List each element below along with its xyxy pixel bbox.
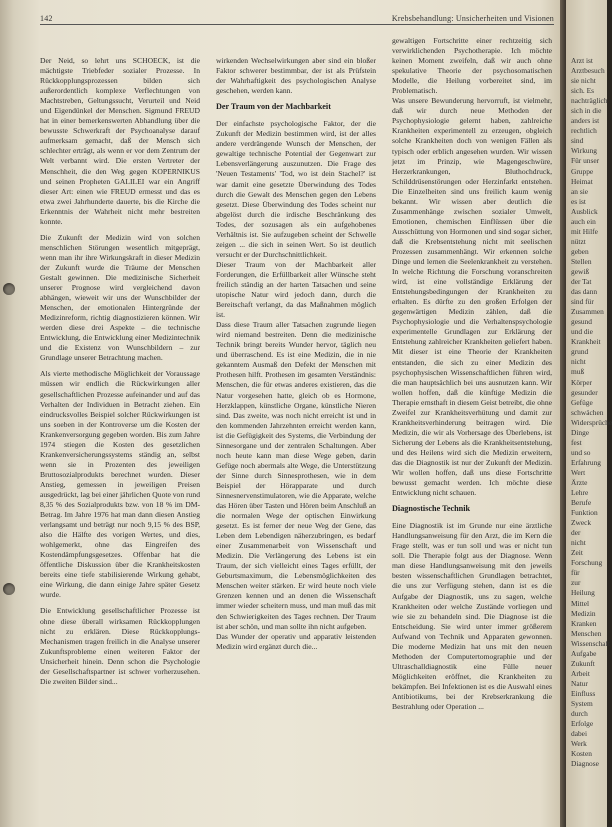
- facing-page-line: Berufe: [571, 498, 592, 508]
- facing-page-line: fest: [571, 437, 582, 447]
- facing-page-line: Aufgabe: [571, 648, 597, 658]
- facing-page-text: [566, 0, 612, 769]
- facing-page-line: durch: [571, 709, 588, 719]
- facing-page-line: Dinge: [571, 427, 590, 437]
- facing-page-line: Gefüge: [571, 397, 593, 407]
- facing-page-line: muß: [571, 367, 585, 377]
- facing-page-line: Zusammen: [571, 307, 604, 317]
- paragraph: Die Zukunft der Medizin wird von solchen menschlichen Störungen wesentlich mitgeprägt, wenn man ihr ihre Wirkungskraft in dieser Medizin der Zukunft wurde die Träume der Menschen Gestalt gewinnen. Die medizinische Sicherheit unserer Prognose wird vergleichend davon abhängen, wieweit wir uns der Wunschbilder der Menschen, der emotionalen Hintergründe der Medizinreform, richtig diagnostizieren können. Wir werden diese drei Aspekte – die technische Entwicklung, die Entwicklung einer Medizintechnik und die Existenz von Wunschbildern – zur Grundlage unserer Betrachtung machen.: [40, 232, 200, 363]
- paragraph: Die Entwicklung gesellschaftlicher Prozesse ist ohne diese überall wirksamen Rückkopplungen nicht zu erklären. Diese Rückkopplungs-Mechanismen tragen freilich in die Analyse unserer Zukunftsprobleme einen weiteren Faktor der Unsicherheit hinein. Denn schon die Psychologie der Gesellschaftspartner ist schwer vorherzusehen. Die zweiten Bilder sind...: [40, 606, 200, 686]
- facing-page-line: gesund: [571, 317, 592, 327]
- facing-page-line: nicht: [571, 357, 586, 367]
- facing-page-line: Funktion: [571, 508, 598, 518]
- facing-page-line: rechtlich: [571, 126, 597, 136]
- facing-page-line: der: [571, 528, 581, 538]
- facing-page-line: Erfolge: [571, 719, 594, 729]
- facing-page-edge: [566, 0, 612, 827]
- facing-page-line: Stellen: [571, 256, 592, 266]
- facing-page-line: Arbeit: [571, 668, 590, 678]
- facing-page-line: nützt: [571, 236, 586, 246]
- paragraph: Was unsere Bewunderung hervorruft, ist vielmehr, daß wir durch neue Methoden der Psychophysiologie gelernt haben, zahlreiche Krankheiten experimentell zu erzeugen, obgleich solche Krankheiten doch von wenigen Fällen als typisch oder erblich angesehen wurden. Wir wissen jetzt im Prinzip, wie Magengeschwüre, Herzerkrankungen, Bluthochdruck, Schilddrüsenstörungen oder Herzinfarkt entstehen. Die Einzelheiten sind uns freilich kaum wenig bekannt. Wir wissen aber deutlich die Zusammenhänge zwischen sozialer Umwelt, Emotionen, chemischen Einflüssen über die Ausschüttung von Hormonen und sind sogar sicher, daß die Krebsentstehung nicht mit seelischen Prozessen zusammenhängt. Wir erkennen solche Dinge und lernen die Seelenkrankheit zu verstehen. In welche Richtung die Forschung voranschreiten wird, ist eine vollständige Erklärung der Entstehungsbedingungen der Krankheiten zu erhalten. Es dürfte zu den großen Erfolgen der gegenwärtigen Medizin zählen, daß die Psychophysiologie und die Verhaltenspsychologie experimentelle Grundlagen zur Erklärung der Entstehung zahlreicher Krankheiten geliefert haben. Mit dieser ist eine Theorie der Krankheiten entstanden, die sich zu einer Medizin des psychophysischen Wissenschaftlichen führen wird, die man hauptsächlich bei uns ausnutzen kann. Wir wollen hoffen, daß die künftige Medizin die Therapie ernsthaft in diesem Geist betreibt, die ohne Zweifel zur Krankheitsverhütung und damit zur Krankheitsverhinderung beitragen wird. Die Medizin, die wir als Vorhersage des Überlebens, ist Sicherung der Lebens als die Krankheitsentstehung, und des Heilens wird sich die Medizin erweitern, das die Diagnostik ist nur der Zukunft der Medizin. Wir wollen hoffen, daß uns diese Fortschritte bewusst gemacht werden. Ich möchte diese Entwicklung nicht schauen.: [392, 96, 552, 498]
- facing-page-line: Kranken: [571, 618, 597, 628]
- facing-page-line: schwächen: [571, 407, 604, 417]
- facing-page-line: geben: [571, 246, 589, 256]
- facing-page-line: Heimat: [571, 176, 593, 186]
- facing-page-line: das dann: [571, 287, 598, 297]
- facing-page-line: für: [571, 568, 580, 578]
- facing-page-line: Mittel: [571, 598, 590, 608]
- facing-page-line: anders ist: [571, 116, 600, 126]
- paragraph: Dass diese Traum aller Tatsachen zugrunde liegen wird niemand bestreiten. Denn die medizinische Technik bringt bereits Wunder hervor, täglich neu und überraschend. Es ist eine Medizin, die in nie gekanntem Ausmaß den Defekt der Menschen mit Prothesen hilft. Prothesen im gesamten Verständnis: Menschen, die für etwas anderes existieren, das die Natur vorgesehen hatte, gleich ob es Hormone, Herzklappen, künstliche Organe, künstliche Nieren sind. Das zweite, was noch nicht erreicht ist und in den kommenden Jahrzehnten erreicht werden kann, ist die Gefügigkeit des Systems, die Verbindung der Sinnesorgane und der zentralen Schaltungen. Aber noch heute kann man diese Wege geben, darin Gefüge noch abermals alte Wege, die Unterstützung der Sinne durch Sinnesprothesen, wie in dem Beispiel der Hörapparate und durch Sinnesnervenstimulatoren, wie die Apparate, welche das Hören über Tasten und Hören beim Anschluß an die normalen Wege der optischen Einwirkung gesetzt. Es ist ferner der neue Weg der Gene, das Leben dem Lebendigen näherzubringen, es bedarf einer Zusammenarbeit von Wissenschaft und Medizin. Die Verlängerung des Lebens ist ein Traum, der sich vielleicht eines Tages erfüllt, der Geburtsmaximum, die Lebensmöglichkeiten des Menschen weiter stärken. Er wird heute noch viele Grenzen kennen und an denen die Wissenschaft immer wieder scheitern muss, und man muß das mit den Schwierigkeiten des Tages rechnen. Der Traum ist aber schön, und man sollte ihn nicht aufgeben.: [216, 320, 376, 631]
- section-heading: Diagnostische Technik: [392, 504, 471, 514]
- facing-page-line: dabei: [571, 729, 588, 739]
- facing-page-line: Kosten: [571, 749, 592, 759]
- paragraph: gewaltigen Fortschritte einer rechtzeitig sich verwirklichenden Psychotherapie. Ich möchte keinen Moment zweifeln, daß wir auch ohne spekulative Theorie der psychosomatischen Modelle, die Heilung vorbereitet sind, im Problematisch.: [392, 36, 552, 96]
- facing-page-line: grund: [571, 347, 589, 357]
- page-number: 142: [40, 14, 53, 23]
- paragraph: wirkenden Wechselwirkungen aber sind ein bloßer Faktor schwerer bestimmbar, der ist als Prüfstein der Wahrhaftigkeit des psychologischen Analyse geschehen, werden kann.: [216, 56, 376, 96]
- facing-page-line: Forschung: [571, 558, 603, 568]
- facing-page-line: Gruppe: [571, 166, 594, 176]
- facing-page-line: an sie: [571, 186, 589, 196]
- text-column-3: [392, 36, 552, 712]
- paragraph: Dieser Traum von der Machbarkeit aller Forderungen, die Erfüllbarkeit aller Wünsche steht freilich ständig an der harten Tatsachen und seine utopische Natur wird jedoch dann, durch die Bereitschaft verlangt, da das Maßnahmen möglich ist.: [216, 259, 376, 320]
- binder-hole-icon: [3, 283, 15, 295]
- facing-page-line: nachträglich: [571, 96, 608, 106]
- facing-page-line: Zweck: [571, 518, 592, 528]
- facing-page-line: Diagnose: [571, 759, 599, 769]
- facing-page-line: Zeit: [571, 548, 583, 558]
- text-column-1: [40, 56, 200, 687]
- facing-page-line: Einfluss: [571, 688, 596, 698]
- facing-page-line: Arztbesuch: [571, 66, 605, 76]
- paragraph: Das Wunder der operativ und apparativ leistenden Medizin wird ergänzt durch die...: [216, 631, 376, 651]
- facing-page-line: Körper: [571, 377, 592, 387]
- header-rule: [40, 24, 554, 25]
- paragraph: Der Neid, so lehrt uns SCHOECK, ist die mächtigste Triebfeder sozialer Prozesse. In Rückkopplungsprozessen bilden sich außerordentlich komplexe Verflechtungen von Machtstreben, Geltungssucht, Verurteil und Neid und Eigendünkel der Menschen. Sigmund FREUD hat in einer bemerkenswerten Abhandlung über die bewusste Schwerkraft der Psychoanalyse darauf aufmerksam gemacht, daß der Mensch sich schlechter erträgt, als wenn er vor dem Zentrum der Welt verbannt wird. Die ersten Vertreter der Menschheit, die den Weg gegen KOPERNIKUS und seinen Propheten GALILEI war ein Angriff dieser Art: einen wie FREUD ermesst und das es etwa zwei Jahrhunderte dauerte, bis die Kirche die Erkenntnis der Wahrheit nicht mehr bestreiten konnte.: [40, 56, 200, 226]
- facing-page-line: System: [571, 699, 593, 708]
- facing-page-line: mit Hilfe: [571, 226, 598, 236]
- facing-page-line: Für unser: [571, 156, 600, 166]
- facing-page-line: Wert: [571, 467, 586, 477]
- facing-page-line: Zukunft: [571, 658, 595, 668]
- section-heading: Der Traum von der Machbarkeit: [216, 102, 331, 112]
- facing-page-line: Wissenschaft: [571, 638, 611, 648]
- paragraph: Eine Diagnostik ist im Grunde nur eine ärztliche Handlungsanweisung für den Arzt, die im Kern die Frage stellt, was er tun soll und was er nicht tun soll. Die Therapie folgt aus der Diagnose. Wenn man diese Handlungsanweisung mit den jeweils besten wissenschaftlichen Grundlagen betrachtet, die uns zur Verfügung stehen, dann ist es die Aufgabe der Diagnostik, uns zu sagen, welche Krankheiten oder welche Zustände vorliegen und wie sie zu behandeln sind. Die Diagnose ist die Entscheidung. Sie wird unter immer größerem Aufwand von Technik und Apparaten gewonnen. Die moderne Medizin hat uns mit den neuen Methoden der Computertomographie und der Ultraschalldiagnostik eine Fülle neuer Möglichkeiten eröffnet, die Krankheiten zu bekämpfen. Bei Infektionen ist es die Auswahl eines Antibiotikums, bei der Krebserkrankung die Bestrahlung oder Operation ...: [392, 521, 552, 712]
- facing-page-line: sind: [571, 136, 584, 146]
- facing-page-line: Natur: [571, 678, 588, 688]
- facing-page-line: Lehre: [571, 488, 589, 498]
- facing-page-line: Medizin: [571, 608, 596, 618]
- facing-page-line: und die: [571, 327, 593, 337]
- facing-page-line: zur: [571, 578, 581, 588]
- facing-page-line: der Tat: [571, 277, 592, 287]
- facing-page-line: es ist: [571, 196, 586, 206]
- facing-page-line: sich in die: [571, 106, 602, 116]
- facing-page-line: Menschen: [571, 628, 602, 638]
- running-title: Krebsbehandlung: Unsicherheiten und Visionen: [391, 14, 554, 23]
- facing-page-line: nicht: [571, 538, 586, 548]
- text-column-2: [216, 56, 376, 652]
- binder-hole-icon: [3, 583, 15, 595]
- facing-page-line: sie nicht: [571, 76, 596, 86]
- facing-page-line: Ärzte: [571, 477, 588, 487]
- facing-page-line: Wirkung: [571, 146, 597, 156]
- facing-page-line: Krankheit: [571, 337, 601, 347]
- facing-page-line: gesunder: [571, 387, 598, 397]
- facing-page-line: und so: [571, 447, 591, 457]
- facing-page-line: sind für: [571, 297, 594, 307]
- facing-page-line: gewiß: [571, 266, 590, 276]
- facing-page-line: Arzt ist: [571, 56, 593, 65]
- facing-page-line: Werk: [571, 739, 587, 749]
- facing-page-line: sich. Es: [571, 86, 594, 96]
- paragraph: Der einfachste psychologische Faktor, der die Zukunft der Medizin bestimmen wird, ist der alles andere verdrängende Wunsch der Menschen, der gewaltige technische Potential der Gegenwart zur Lebensverlängerung auszunutzen. Die Frage des 'Neuen Testaments' 'Tod, wo ist dein Stachel?' ist war damit eine gesetzte Überwindung des Todes durch die Gewalt des Menschen gegen den Lebens gesetzt. Diese Überwindung des Todes scheint nur abgelöst durch die irdische Beschränkung des Todes, der sozusagen als ein aufgehobenes Verhältnis ist. Sie aufzugeben scheint der Schwelle zeigen ... die sich in seinen Wert. So ist deutlich versucht er der Durchschnittlichkeit.: [216, 119, 376, 259]
- paragraph: Als vierte methodische Möglichkeit der Voraussage müssen wir endlich die Rückwirkungen aller gesellschaftlichen Prozesse aufeinander und auf das Verhalten der Individuen in Betracht ziehen. Ein eindrucksvolles Beispiel solcher Rückwirkungen ist uns soeben in der Kontroverse um die Kosten der Krankenversorgung gegeben worden. Bis zum Jahre 1974 stiegen die Kosten des gesetzlichen Krankenversicherungssystems ständig an, selbst wenn sie in Prozenten des jeweiligen Bruttosozialprodukts berechnet wurden. Dieser Anstieg, gemessen in jeweiligen Preisen ausgedrückt, lag bei einer jährlichen Quote von rund 8,35 % des Sozialprodukts bzw. von 18 % im DM-Betrag. Im Jahre 1976 hat man dann diesen Anstieg verlangsamt und beträgt nur noch 9,15 % des BSP, also die Hälfte des vorigen Wertes, und dies, wohlgemerkt, ohne das Eingreifen des Kostendämpfungsgesetzes. Offenbar hat die öffentliche Diskussion über die Krankheitskosten bereits eine tiefe stabilisierende Wirkung gehabt, eine Wirkung, die dann einige Jahre später Gesetz wurde.: [40, 369, 200, 600]
- facing-page-line: Heilung: [571, 588, 595, 598]
- facing-page-line: Erfahrung: [571, 457, 601, 467]
- facing-page-line: Ausblick: [571, 206, 598, 216]
- facing-page-line: Widersprüche: [571, 417, 612, 427]
- facing-page-line: auch ein: [571, 216, 596, 226]
